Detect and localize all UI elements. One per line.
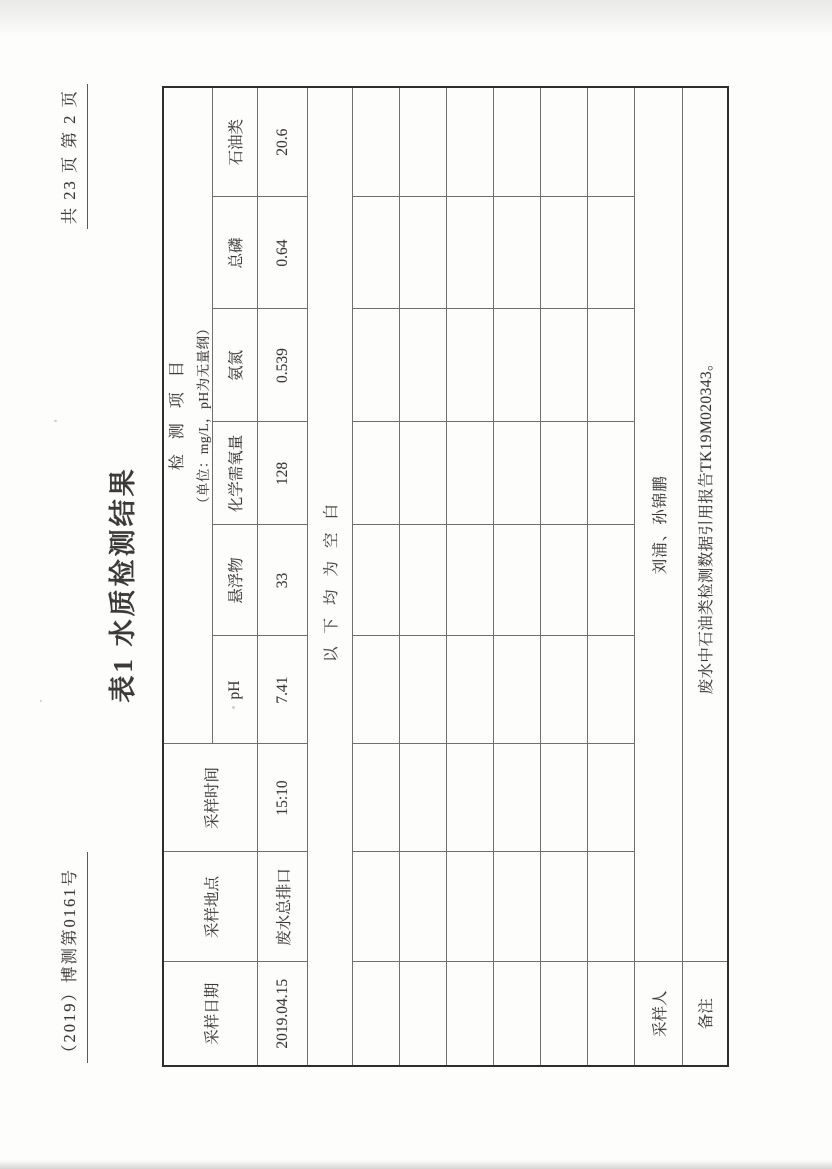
empty-cell: [400, 636, 447, 744]
empty-cell: [400, 525, 447, 636]
empty-cell: [447, 744, 494, 852]
param-header-cod: 化学需氧量: [213, 422, 258, 525]
scan-speck: [232, 706, 235, 709]
data-cell-ph: 7.41: [258, 636, 308, 744]
empty-cell: [541, 87, 588, 197]
empty-cell: [400, 309, 447, 422]
empty-cell: [400, 197, 447, 309]
empty-cell: [494, 744, 541, 852]
empty-cell: [588, 636, 635, 744]
data-row: [258, 87, 308, 1066]
empty-cell: [541, 309, 588, 422]
header-row-group: [163, 87, 213, 1066]
empty-cell: [541, 422, 588, 525]
empty-cell: [400, 852, 447, 962]
group-header-test-items: [163, 87, 213, 744]
empty-cell: [447, 852, 494, 962]
empty-cell: [353, 852, 400, 962]
data-cell-time: 15:10: [258, 744, 308, 852]
table-row: [447, 87, 494, 1066]
empty-cell: [447, 87, 494, 197]
remark-value: 废水中石油类检测数据引用报告TK19M020343。: [683, 87, 728, 962]
page-title: 表1 水质检测结果: [108, 466, 138, 703]
empty-cell: [494, 525, 541, 636]
scan-speck: [54, 420, 57, 422]
table-row: [588, 87, 635, 1066]
empty-cell: [588, 744, 635, 852]
sampler-value: 刘浦、孙锦鹏: [635, 87, 683, 962]
empty-cell: [541, 744, 588, 852]
data-cell-date: 2019.04.15: [258, 962, 308, 1066]
empty-cell: [353, 636, 400, 744]
empty-cell: [353, 197, 400, 309]
empty-cell: [494, 422, 541, 525]
empty-cell: [400, 422, 447, 525]
empty-cell: [494, 962, 541, 1066]
remark-label: 备注: [683, 962, 728, 1066]
data-cell-suspended-solids: 33: [258, 525, 308, 636]
document-number: （2019）博测第0161号: [56, 852, 88, 1063]
empty-cell: [588, 197, 635, 309]
empty-cell: [353, 309, 400, 422]
water-quality-results-table: [162, 86, 729, 1067]
page-counter: 共 23 页 第 2 页: [56, 84, 88, 229]
empty-cell: [400, 87, 447, 197]
empty-cell: [541, 636, 588, 744]
empty-cell: [353, 87, 400, 197]
empty-cell: [447, 197, 494, 309]
empty-cell: [353, 525, 400, 636]
col-header-sample-time: 采样时间: [163, 744, 258, 852]
col-header-sample-date: 采样日期: [163, 962, 258, 1066]
group-header-title: 检测项目: [169, 346, 186, 471]
empty-cell: [588, 852, 635, 962]
data-cell-petroleum: 20.6: [258, 87, 308, 197]
blank-note-row: [308, 87, 353, 1066]
empty-cell: [494, 197, 541, 309]
empty-cell: [447, 309, 494, 422]
empty-cell: [494, 87, 541, 197]
sampler-row: [635, 87, 683, 1066]
empty-cell: [588, 962, 635, 1066]
empty-cell: [494, 309, 541, 422]
empty-cell: [494, 852, 541, 962]
empty-cell: [353, 744, 400, 852]
empty-cell: [541, 852, 588, 962]
empty-cell: [588, 525, 635, 636]
empty-cell: [400, 744, 447, 852]
scan-speck: [40, 700, 42, 702]
empty-cell: [447, 962, 494, 1066]
empty-cell: [447, 525, 494, 636]
data-cell-location: 废水总排口: [258, 852, 308, 962]
data-cell-ammonia-nitrogen: 0.539: [258, 309, 308, 422]
table-row: [353, 87, 400, 1066]
empty-cell: [447, 636, 494, 744]
group-header-unit-note: （单位：mg/L，pH为无量纲）: [196, 321, 211, 511]
data-cell-cod: 128: [258, 422, 308, 525]
empty-cell: [447, 422, 494, 525]
empty-cell: [541, 197, 588, 309]
empty-cell: [541, 962, 588, 1066]
param-header-suspended-solids: 悬浮物: [213, 525, 258, 636]
data-cell-total-phosphorus: 0.64: [258, 197, 308, 309]
table-row: [400, 87, 447, 1066]
empty-cell: [588, 87, 635, 197]
param-header-ammonia-nitrogen: 氨氮: [213, 309, 258, 422]
param-header-ph: pH: [213, 636, 258, 744]
empty-cell: [588, 309, 635, 422]
empty-cell: [353, 422, 400, 525]
table-row: [541, 87, 588, 1066]
param-header-total-phosphorus: 总磷: [213, 197, 258, 309]
empty-cell: [353, 962, 400, 1066]
table-row: [494, 87, 541, 1066]
col-header-sample-location: 采样地点: [163, 852, 258, 962]
empty-cell: [588, 422, 635, 525]
empty-cell: [400, 962, 447, 1066]
sampler-label: 采样人: [635, 962, 683, 1066]
empty-cell: [541, 525, 588, 636]
param-header-petroleum: 石油类: [213, 87, 258, 197]
empty-cell: [494, 636, 541, 744]
blank-note: 以下均为空白: [308, 87, 353, 1066]
remark-row: [683, 87, 728, 1066]
